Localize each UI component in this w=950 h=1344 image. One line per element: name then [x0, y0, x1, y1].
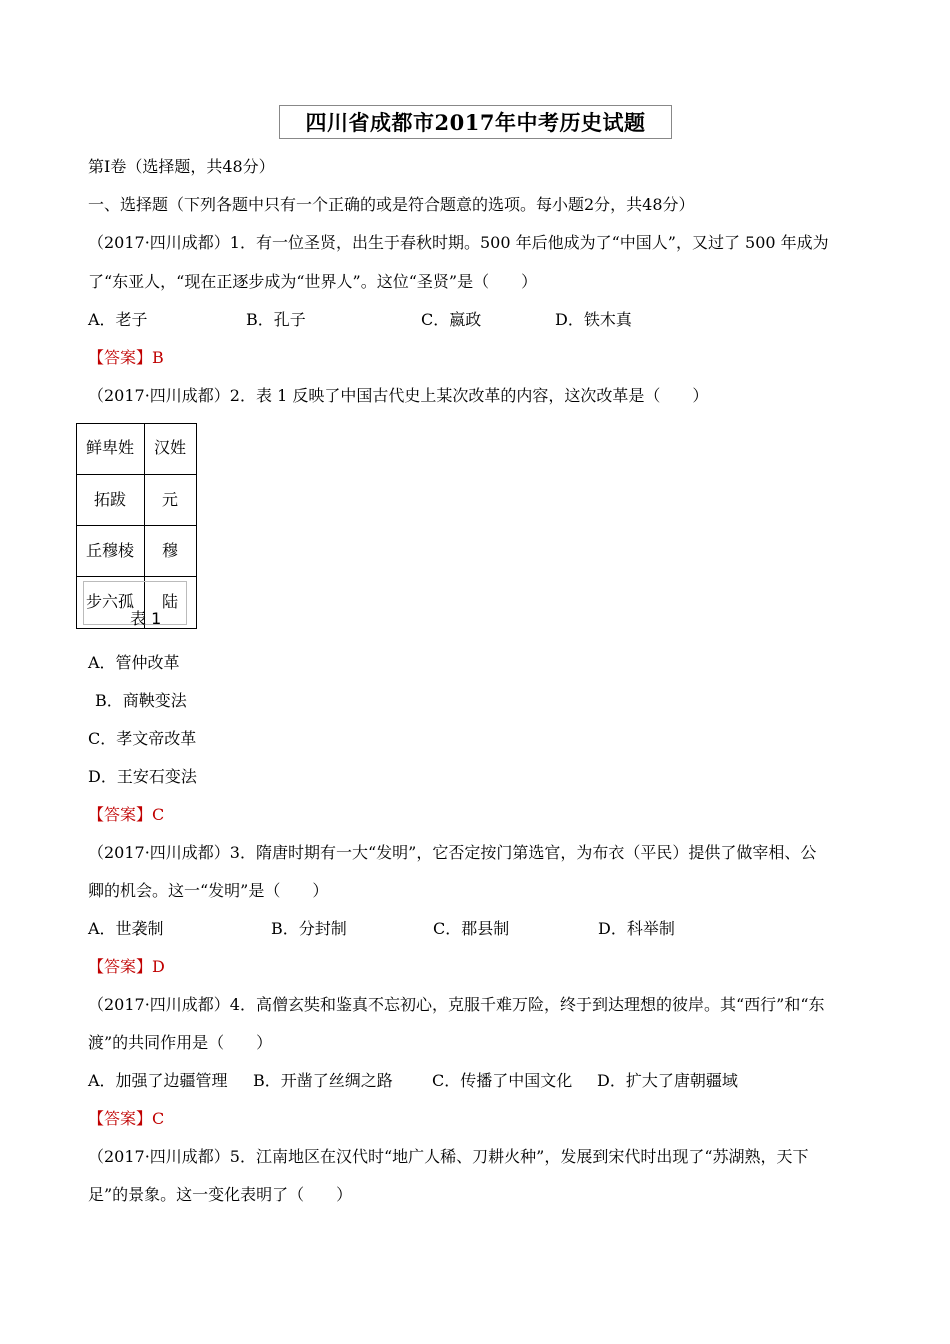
question-3-line-1: （2017·四川成都）3．隋唐时期有一大“发明”，它否定按门第选官，为布衣（平民）提供了做宰相、公	[88, 843, 817, 862]
question-3-option-d: D．科举制	[598, 919, 675, 938]
table-cell: 穆	[162, 541, 179, 560]
question-3-option-b: B．分封制	[271, 919, 347, 938]
question-1-answer: 【答案】B	[88, 348, 164, 367]
question-3-option-a: A．世袭制	[88, 919, 164, 938]
table-cell: 丘穆棱	[86, 541, 135, 560]
question-4-option-a: A．加强了边疆管理	[88, 1071, 228, 1090]
question-2-option-b: B．商鞅变法	[95, 691, 187, 710]
surname-table	[76, 423, 197, 629]
question-4-answer: 【答案】C	[88, 1109, 165, 1128]
question-4-option-c: C．传播了中国文化	[432, 1071, 573, 1090]
table-caption: 表 1	[130, 609, 162, 628]
question-1-option-b: B．孔子	[246, 310, 306, 329]
question-2-answer: 【答案】C	[88, 805, 165, 824]
question-1-line-1: （2017·四川成都）1．有一位圣贤，出生于春秋时期。500 年后他成为了“中国人”，又过了 500 年成为	[88, 233, 829, 252]
table-row-divider	[77, 474, 196, 475]
section-heading: 第I卷（选择题，共48分）	[88, 157, 275, 176]
question-4-line-2: 渡”的共同作用是（ ）	[88, 1033, 273, 1052]
table-cell: 元	[162, 490, 179, 509]
question-1-line-2: 了“东亚人，“现在正逐步成为“世界人”。这位“圣贤”是（ ）	[88, 272, 538, 291]
table-cell: 汉姓	[154, 438, 187, 457]
question-1-option-a: A．老子	[88, 310, 148, 329]
question-2-option-c: C．孝文帝改革	[88, 729, 197, 748]
question-2-option-d: D．王安石变法	[88, 767, 197, 786]
question-4-option-d: D．扩大了唐朝疆域	[597, 1071, 738, 1090]
question-3-answer: 【答案】D	[88, 957, 165, 976]
question-1-option-c: C．嬴政	[421, 310, 482, 329]
question-3-option-c: C．郡县制	[433, 919, 510, 938]
question-5-line-2: 足”的景象。这一变化表明了（ ）	[88, 1185, 353, 1204]
table-cell: 步六孤	[86, 592, 135, 611]
table-row-divider	[77, 525, 196, 526]
table-cell: 鲜卑姓	[86, 438, 135, 457]
question-1-option-d: D．铁木真	[555, 310, 632, 329]
question-2-option-a: A．管仲改革	[88, 653, 180, 672]
table-cell: 陆	[162, 592, 179, 611]
question-3-line-2: 卿的机会。这一“发明”是（ ）	[88, 881, 329, 900]
part-heading: 一、选择题（下列各题中只有一个正确的或是符合题意的选项。每小题2分，共48分）	[88, 195, 695, 214]
question-2-line-1: （2017·四川成都）2．表 1 反映了中国古代史上某次改革的内容，这次改革是（ ）	[88, 386, 709, 405]
table-row-divider	[77, 576, 196, 577]
question-4-line-1: （2017·四川成都）4．高僧玄奘和鉴真不忘初心，克服千难万险，终于到达理想的彼岸。其“西行”和“东	[88, 995, 825, 1014]
page-title: 四川省成都市2017年中考历史试题	[279, 105, 672, 139]
table-cell: 拓跋	[94, 490, 127, 509]
question-5-line-1: （2017·四川成都）5．江南地区在汉代时“地广人稀、刀耕火种”，发展到宋代时出现了“苏湖熟，天下	[88, 1147, 809, 1166]
question-4-option-b: B．开凿了丝绸之路	[253, 1071, 393, 1090]
